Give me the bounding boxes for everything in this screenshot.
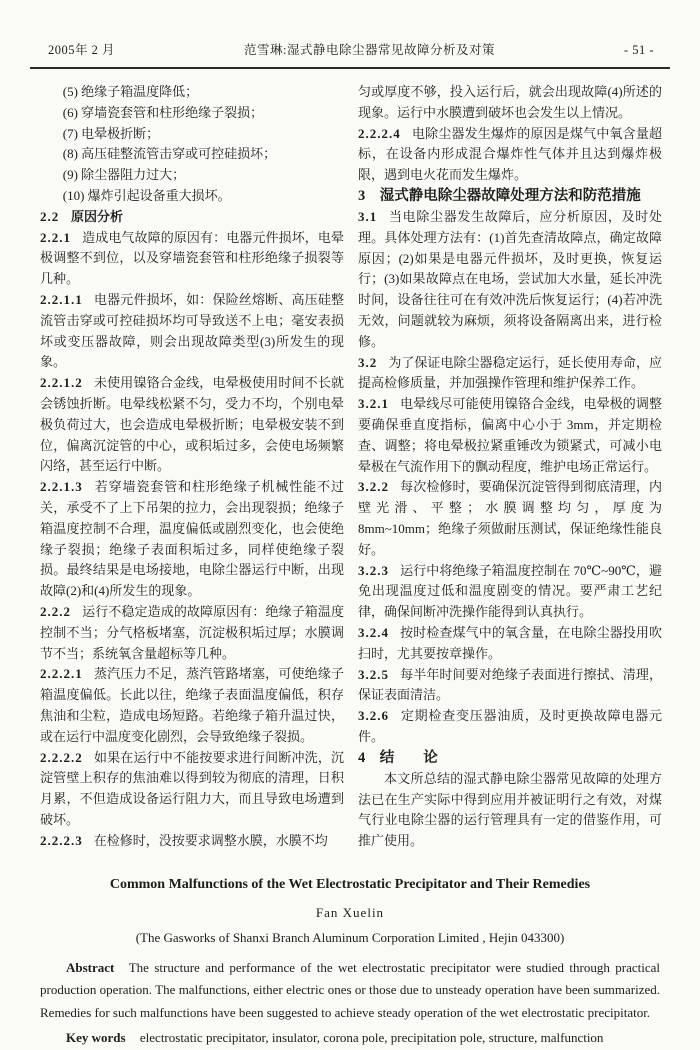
paragraph-number: 2.2.2 (40, 603, 71, 619)
section-number: 2.2 (40, 208, 60, 224)
paragraph-text: 电晕线尽可能使用镍铬合金线，电晕极的调整要确保垂直度指标，偏离中心小于 3mm，并定期检查、调整；将电晕极拉紧重锤改为锁紧式，可减小电晕极在气流作用下的飘动程度，维护电场正常运行。 (358, 396, 662, 474)
paragraph-number: 3.2.2 (358, 479, 389, 495)
paragraph-number: 2.2.1 (40, 229, 71, 245)
paragraph-2-2-1-3 (40, 477, 344, 602)
paragraph-number: 3.2.3 (358, 562, 389, 578)
paragraph-text: 定期检查变压器油质，及时更换故障电器元件。 (358, 708, 662, 744)
paragraph-2-2-1-1 (40, 290, 344, 373)
paragraph-number: 3.2.1 (358, 396, 389, 412)
paragraph-number: 2.2.1.2 (40, 375, 83, 391)
keywords-line (40, 1027, 660, 1050)
paragraph-text: 在检修时，没按要求调整水膜，水膜不均 (93, 832, 328, 848)
list-item-5: (5) 绝缘子箱温度降低； (62, 84, 199, 99)
paragraph-2-2-1-2 (40, 373, 344, 477)
paragraph-number: 3.1 (358, 208, 378, 224)
keywords-label: Key words (66, 1030, 126, 1046)
english-section (0, 852, 700, 1050)
section-heading-2-2 (40, 207, 344, 228)
paragraph-2-2-2-3 (40, 831, 344, 852)
paragraph-number: 3.2.4 (358, 624, 389, 640)
paragraph-text: 未使用镍铬合金线，电晕极使用时间不长就会锈蚀折断。电晕线松紧不匀，受力不均，个别电晕极负荷过大，也会造成电晕极折断；电晕极安装不到位，偏离沉淀管的中心，或积垢过多，会使电场频繁闪络，甚至运行中断。 (40, 375, 344, 474)
abstract-text: The structure and performance of the wet electrostatic precipitator were studied through practical production operation. The malfunctions, either electric ones or those due to unsteady operation have been summarized. Remedies for such malfunctions have been suggested to achieve steady operation of the wet electrostatic precipitator. (40, 959, 660, 1020)
paragraph-number: 3.2.5 (358, 666, 389, 682)
section-number: 3 (358, 187, 366, 204)
paragraph-number: 2.2.2.4 (358, 125, 401, 141)
affiliation: (The Gasworks of Shanxi Branch Aluminum Corporation Limited , Hejin 043300) (135, 929, 565, 945)
running-title: 范雪琳:湿式静电除尘器常见故障分析及对策 (243, 43, 495, 57)
section-title: 原因分析 (70, 208, 123, 224)
paragraph-text: 电除尘器发生爆炸的原因是煤气中氧含量超标，在设备内形成混合爆炸性气体并且达到爆炸极限，遇到电火花而发生爆炸。 (358, 125, 662, 183)
author-name: Fan Xuelin (315, 904, 385, 920)
list-item-10: (10) 爆炸引起设备重大损坏。 (62, 187, 231, 203)
paragraph-text: 蒸汽压力不足，蒸汽管路堵塞，可使绝缘子箱温度偏低。长此以往，绝缘子表面温度偏低，积存焦油和尘粒，造成电场短路。若绝缘子箱升温过快，或在运行中温度变化剧烈，会导致绝缘子裂损。 (40, 666, 344, 744)
paragraph-number: 3.2 (358, 354, 378, 370)
section-heading-3 (358, 186, 662, 207)
paragraph-3-2-6 (358, 706, 662, 748)
conclusion-paragraph: 本文所总结的湿式静电除尘器常见故障的处理方法已在生产实际中得到应用并被证明行之有效，对煤气行业电除尘器的运行管理具有一定的借鉴作用，可推广使用。 (358, 770, 662, 849)
paragraph-number: 2.2.1.3 (40, 479, 83, 495)
paragraph-text: 运行中将绝缘子箱温度控制在 70℃~90℃，避免出现温度过低和温度剧变的情况。要严肃工艺纪律，确保间断冲洗操作能得到认真执行。 (358, 562, 662, 620)
right-column (358, 82, 662, 852)
section-title: 结 论 (379, 749, 438, 766)
paragraph-3-2-4 (358, 623, 662, 665)
list-item-8: (8) 高压硅整流管击穿或可控硅损坏； (62, 146, 277, 162)
left-column (40, 82, 344, 852)
paragraph-text: 若穿墙瓷套管和柱形绝缘子机械性能不过关，承受不了上下吊架的拉力，会出现裂损；绝缘子箱温度控制不合理，温度偏低或剧烈变化，也会使绝缘子裂损；绝缘子表面积垢过多，同样使绝缘子裂损。最终结果是电场接地，电除尘器运行中断，出现故障(2)和(4)所发生的现象。 (40, 479, 344, 599)
paragraph-3-2 (358, 353, 662, 395)
paragraph-number: 2.2.1.1 (40, 291, 83, 307)
paragraph-text: 运行不稳定造成的故障原因有：绝缘子箱温度控制不当；分气格板堵塞，沉淀极积垢过厚；水膜调节不当；系统氧含量超标等几种。 (40, 603, 344, 661)
english-title: Common Malfunctions of the Wet Electrostatic Precipitator and Their Remedies (109, 876, 591, 892)
paragraph-text: 每次检修时，要确保沉淀管得到彻底清理，内壁光滑、平整；水膜调整均匀，厚度为 8mm~10mm；绝缘子须做耐压测试，保证绝缘性能良好。 (358, 479, 662, 557)
paragraph-text: 电器元件损坏，如：保险丝熔断、高压硅整流管击穿或可控硅损坏均可导致送不上电；毫安表损坏或变压器故障，则会出现故障类型(3)所发生的现象。 (40, 291, 344, 370)
abstract-label: Abstract (66, 959, 115, 975)
paragraph-2-2-1 (40, 228, 344, 290)
paragraph-3-1 (358, 207, 662, 353)
list-item-9: (9) 除尘器阻力过大； (62, 167, 186, 183)
list-item-7: (7) 电晕极折断； (62, 125, 160, 141)
body-columns (0, 69, 700, 852)
list-item-6: (6) 穿墙瓷套管和柱形绝缘子裂损； (62, 104, 264, 120)
paragraph-number: 2.2.2.3 (40, 832, 83, 848)
paragraph-text: 每半年时间要对绝缘子表面进行擦拭、清理，保证表面清洁。 (358, 666, 662, 703)
overflow-paragraph: 匀或厚度不够，投入运行后，就会出现故障(4)所述的现象。运行中水膜遭到破坏也会发生以上情况。 (358, 84, 662, 120)
keywords-text: electrostatic precipitator, insulator, corona pole, precipitation pole, structure, malfunction (139, 1030, 604, 1046)
paragraph-text: 为了保证电除尘器稳定运行，延长使用寿命，应提高检修质量，并加强操作管理和维护保养工作。 (358, 354, 662, 391)
paragraph-3-2-5 (358, 665, 662, 707)
paragraph-2-2-2 (40, 602, 344, 664)
paragraph-text: 造成电气故障的原因有：电器元件损坏，电晕极调整不到位，以及穿墙瓷套管和柱形绝缘子损裂等几种。 (40, 229, 344, 287)
paragraph-3-2-3 (358, 561, 662, 623)
section-heading-4 (358, 748, 662, 769)
section-title: 湿式静电除尘器故障处理方法和防范措施 (379, 187, 641, 204)
paragraph-text: 当电除尘器发生故障后，应分析原因，及时处理。具体处理方法有：(1)首先查清故障点，确定故障原因；(2)如果是电器元件损坏，及时更换，恢复运行；(3)如果故障点在电场，尝试加大水量，延长冲洗时间，设备往往可在有效冲洗后恢复运行；(4)若冲洗无效，问题就较为麻烦，须将设备隔离出来，进行检修。 (358, 208, 662, 349)
paragraph-2-2-2-4 (358, 124, 662, 186)
paragraph-text: 按时检查煤气中的氧含量，在电除尘器投用吹扫时，尤其要按章操作。 (358, 624, 662, 661)
section-number: 4 (358, 749, 366, 766)
paragraph-number: 2.2.2.1 (40, 666, 83, 682)
paragraph-3-2-2 (358, 477, 662, 560)
paragraph-text: 如果在运行中不能按要求进行间断冲洗，沉淀管壁上积存的焦油难以得到较为彻底的清理，日积月累，不但造成设备运行阻力大，而且导致电场遭到破坏。 (40, 749, 344, 827)
journal-date: 2005年 2 月 (48, 43, 116, 57)
page-number: - 51 - (623, 43, 654, 57)
paragraph-number: 3.2.6 (358, 708, 389, 724)
page-header (0, 0, 700, 58)
paragraph-2-2-2-1 (40, 664, 344, 747)
abstract-paragraph (40, 957, 660, 1025)
paragraph-3-2-1 (358, 394, 662, 477)
paragraph-number: 2.2.2.2 (40, 749, 83, 765)
paragraph-2-2-2-2 (40, 748, 344, 831)
